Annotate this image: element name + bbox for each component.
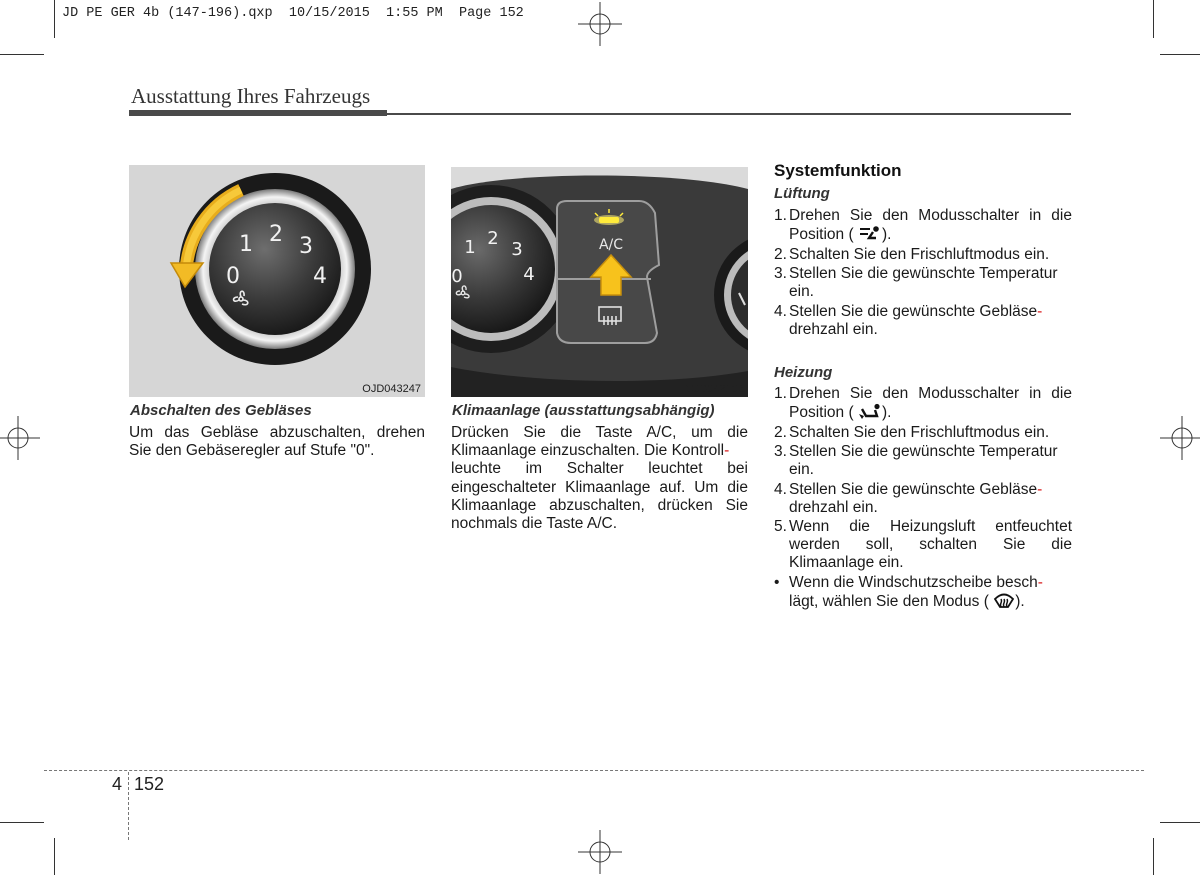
item-number: 4.	[774, 302, 787, 320]
trim-mark	[0, 54, 44, 55]
text-line: Stellen Sie die gewünschte Temperatur	[789, 443, 1058, 460]
text-segment: lägt, wählen Sie den Modus (	[789, 592, 989, 610]
item-number: 3.	[774, 265, 787, 282]
subheading-lueftung: Lüftung	[774, 185, 830, 202]
list-lueftung	[774, 207, 1072, 340]
text-line	[789, 303, 1072, 321]
item-number: 2.	[774, 423, 787, 441]
text-segment: ).	[1015, 592, 1025, 610]
ac-panel-illustration	[451, 167, 748, 397]
blower-dial-illustration	[129, 165, 425, 397]
figure-ac-panel	[451, 167, 748, 397]
registration-mark-icon	[1160, 416, 1200, 460]
text-segment: ).	[881, 226, 892, 243]
text-segment: Stellen Sie die gewünschte Gebläse	[789, 302, 1038, 320]
hyphen-mark: -	[1037, 573, 1043, 591]
text-line: Drehen Sie den Modusschalter in die	[789, 207, 1072, 224]
caption-ac: Klimaanlage (ausstattungsabhängig)	[452, 402, 715, 419]
text-line: Klimaanlage abzuschalten, drücken Sie	[451, 496, 748, 514]
text-line: ein.	[789, 461, 814, 478]
text-line	[789, 574, 1072, 592]
dial-label-1: 1	[239, 232, 253, 257]
text-line: Wenn die Heizungsluft entfeuchtet	[789, 518, 1072, 535]
list-item	[774, 481, 1072, 517]
text-line: Schalten Sie den Frischluftmodus ein.	[789, 423, 1050, 441]
footer-divider	[128, 772, 129, 840]
list-item	[774, 265, 1072, 301]
dial-label-1: 1	[464, 237, 476, 258]
figure-blower-dial	[129, 165, 425, 397]
footer-rule	[44, 770, 1144, 771]
trim-mark	[1160, 822, 1200, 823]
paragraph-ac	[451, 424, 748, 533]
list-item	[774, 424, 1072, 442]
registration-mark-icon	[0, 416, 40, 460]
trim-mark	[54, 0, 55, 38]
list-item	[774, 207, 1072, 244]
dial-label-4: 4	[523, 264, 535, 285]
list-item	[774, 246, 1072, 264]
text-line: Schalten Sie den Frischluftmodus ein.	[789, 245, 1050, 263]
trim-mark	[1153, 0, 1154, 38]
chapter-number: 4	[112, 774, 123, 794]
text-line	[789, 481, 1072, 499]
dial-label-3: 3	[511, 239, 523, 260]
dial-label-0: 0	[451, 266, 463, 287]
text-segment: Wenn die Windschutzscheibe besch	[789, 573, 1038, 591]
item-number: 1.	[774, 385, 787, 402]
text-line: Stellen Sie die gewünschte Temperatur	[789, 265, 1058, 282]
subheading-heizung: Heizung	[774, 364, 833, 381]
registration-mark-icon	[578, 2, 622, 46]
text-line: Sie den Gebäseregler auf Stufe "0".	[129, 442, 375, 460]
figure-code: OJD042103	[685, 383, 744, 395]
page-number: 152	[134, 774, 165, 794]
item-number: 1.	[774, 207, 787, 224]
text-segment: Position (	[789, 404, 854, 421]
hyphen-mark: -	[1037, 480, 1043, 498]
text-segment: Stellen Sie die gewünschte Gebläse	[789, 480, 1038, 498]
text-line	[451, 442, 748, 460]
dial-label-0: 0	[226, 264, 240, 289]
list-item	[774, 574, 1072, 611]
chapter-title: Ausstattung Ihres Fahrzeugs	[131, 84, 371, 108]
list-heizung	[774, 385, 1072, 612]
figure-code: OJD043247	[362, 383, 421, 395]
section-heading: Systemfunktion	[774, 161, 902, 180]
text-line: nochmals die Taste A/C.	[451, 515, 617, 533]
text-line: Klimaanlage ein.	[789, 554, 904, 571]
hyphen-mark: -	[1037, 302, 1043, 320]
list-item	[774, 303, 1072, 339]
floor-mode-icon	[858, 403, 882, 420]
list-item	[774, 518, 1072, 572]
text-line: werden soll, schalten Sie die	[789, 536, 1072, 553]
paragraph-blower-off	[129, 424, 425, 460]
text-line: drehzahl ein.	[789, 498, 878, 516]
caption-blower-off: Abschalten des Gebläses	[130, 402, 312, 419]
item-number: 5.	[774, 518, 787, 535]
bullet-mark: •	[774, 573, 780, 591]
dial-label-2: 2	[487, 228, 499, 249]
trim-mark	[1153, 838, 1154, 875]
dial-label-3: 3	[299, 234, 313, 259]
text-line: Um das Gebläse abzuschalten, drehen	[129, 424, 425, 441]
dial-label-4: 4	[313, 264, 327, 289]
text-line: ein.	[789, 283, 814, 300]
text-line	[789, 592, 1072, 611]
text-line: drehzahl ein.	[789, 320, 878, 338]
text-line: Drücken Sie die Taste A/C, um die	[451, 424, 748, 441]
text-segment: Position (	[789, 226, 854, 243]
text-line	[789, 225, 1072, 244]
text-line: eingeschalteter Klimaanlage auf. Um die	[451, 478, 748, 496]
print-slug: JD PE GER 4b (147-196).qxp 10/15/2015 1:55 PM Page 152	[62, 6, 524, 21]
registration-mark-icon	[578, 830, 622, 874]
trim-mark	[0, 822, 44, 823]
text-line: leuchte im Schalter leuchtet bei	[451, 460, 748, 478]
trim-mark	[54, 838, 55, 875]
hyphen-mark: -	[724, 442, 730, 460]
item-number: 2.	[774, 245, 787, 263]
text-segment: ).	[881, 404, 892, 421]
face-vent-mode-icon	[858, 225, 882, 242]
list-item	[774, 443, 1072, 479]
trim-mark	[1160, 54, 1200, 55]
text-line: Drehen Sie den Modusschalter in die	[789, 385, 1072, 402]
windshield-defrost-icon	[993, 592, 1015, 609]
item-number: 4.	[774, 480, 787, 498]
item-number: 3.	[774, 443, 787, 460]
text-line	[789, 403, 1072, 422]
dial-label-2: 2	[269, 222, 283, 247]
title-rule	[129, 113, 1071, 115]
ac-button-label: A/C	[598, 237, 624, 253]
list-item	[774, 385, 1072, 422]
text-segment: Klimaanlage einzuschalten. Die Kontroll	[451, 442, 725, 460]
